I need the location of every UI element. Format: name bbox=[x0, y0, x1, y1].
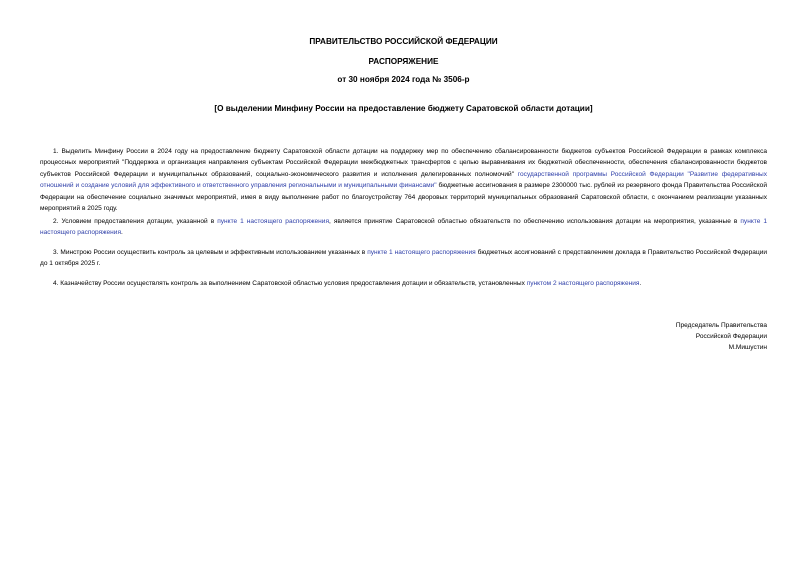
government-heading: ПРАВИТЕЛЬСТВО РОССИЙСКОЙ ФЕДЕРАЦИИ bbox=[309, 37, 498, 46]
date-number-heading: от 30 ноября 2024 года № 3506-р bbox=[337, 75, 470, 84]
paragraph-2 bbox=[40, 216, 767, 239]
paragraph-4-text-b: . bbox=[639, 280, 642, 287]
document-type-heading: РАСПОРЯЖЕНИЕ bbox=[368, 57, 439, 66]
paragraph-2-text-c: . bbox=[121, 229, 123, 237]
point-2-link[interactable]: пунктом 2 настоящего распоряжения bbox=[526, 280, 640, 287]
signature-name: М.Мишустин bbox=[728, 344, 767, 351]
paragraph-3 bbox=[40, 247, 767, 270]
paragraph-1-text-b: бюджетные ассигнования в размере 2300000 тыс. рублей из резервного фонда Правительства Российской Федерации на обеспечение социально значимых мероприятий, имея в виду выполнение работ по благоустройству 764 дворовых территорий муниципальных образований Саратовской области, с окончанием реализации указанных мероприятий в 2025 году. bbox=[40, 182, 767, 213]
signature-organization: Российской Федерации bbox=[695, 333, 767, 340]
document-title: [О выделении Минфину России на предоставление бюджету Саратовской области дотации] bbox=[214, 104, 593, 113]
paragraph-1-text-a: 1. Выделить Минфину России в 2024 году на предоставление бюджету Саратовской области дотации на поддержку мер по обеспечению сбалансированности бюджетов субъектов Российской Федерации в рамках комплекса процессных мероприятий "Поддержка и организация направления субъектам Российской Федерации межбюджетных трансфертов с целью выравнивания их бюджетной обеспеченности, обеспечения сбалансированности бюджетов субъектов Российской Федерации и муниципальных образований, социально-экономического развития и исполнения делегированных полномочий" bbox=[40, 148, 767, 178]
point-1-link-second[interactable]: пункте 1 настоящего распоряжения bbox=[40, 218, 767, 237]
signature-position: Председатель Правительства bbox=[675, 322, 767, 329]
point-1-link-third[interactable]: пункте 1 настоящего распоряжения bbox=[367, 249, 476, 256]
paragraph-4 bbox=[40, 278, 767, 289]
paragraph-1 bbox=[40, 146, 767, 214]
paragraph-3-text-b: бюджетных ассигнований с представлением доклада в Правительство Российской Федерации до 1 октября 2025 г. bbox=[40, 249, 768, 268]
point-1-link[interactable]: пункте 1 настоящего распоряжения bbox=[217, 218, 329, 225]
paragraph-4-text-a: 4. Казначейству России осуществлять контроль за выполнением Саратовской областью условия предоставления дотации и обязательств, установленных bbox=[53, 280, 527, 287]
paragraph-2-text-b: , является принятие Саратовской областью обязательств по обеспечению использования дотации на мероприятия, указанные в bbox=[329, 218, 741, 225]
paragraph-2-text-a: 2. Условием предоставления дотации, указанной в bbox=[53, 218, 218, 225]
paragraph-3-text-a: 3. Минстрою России осуществить контроль за целевым и эффективным использованием указанных в bbox=[53, 249, 368, 256]
state-program-link[interactable]: государственной программы Российской Федерации "Развитие федеративных отношений и создание условий для эффективного и ответственного управления региональными и муниципальными финансами" bbox=[40, 170, 767, 190]
